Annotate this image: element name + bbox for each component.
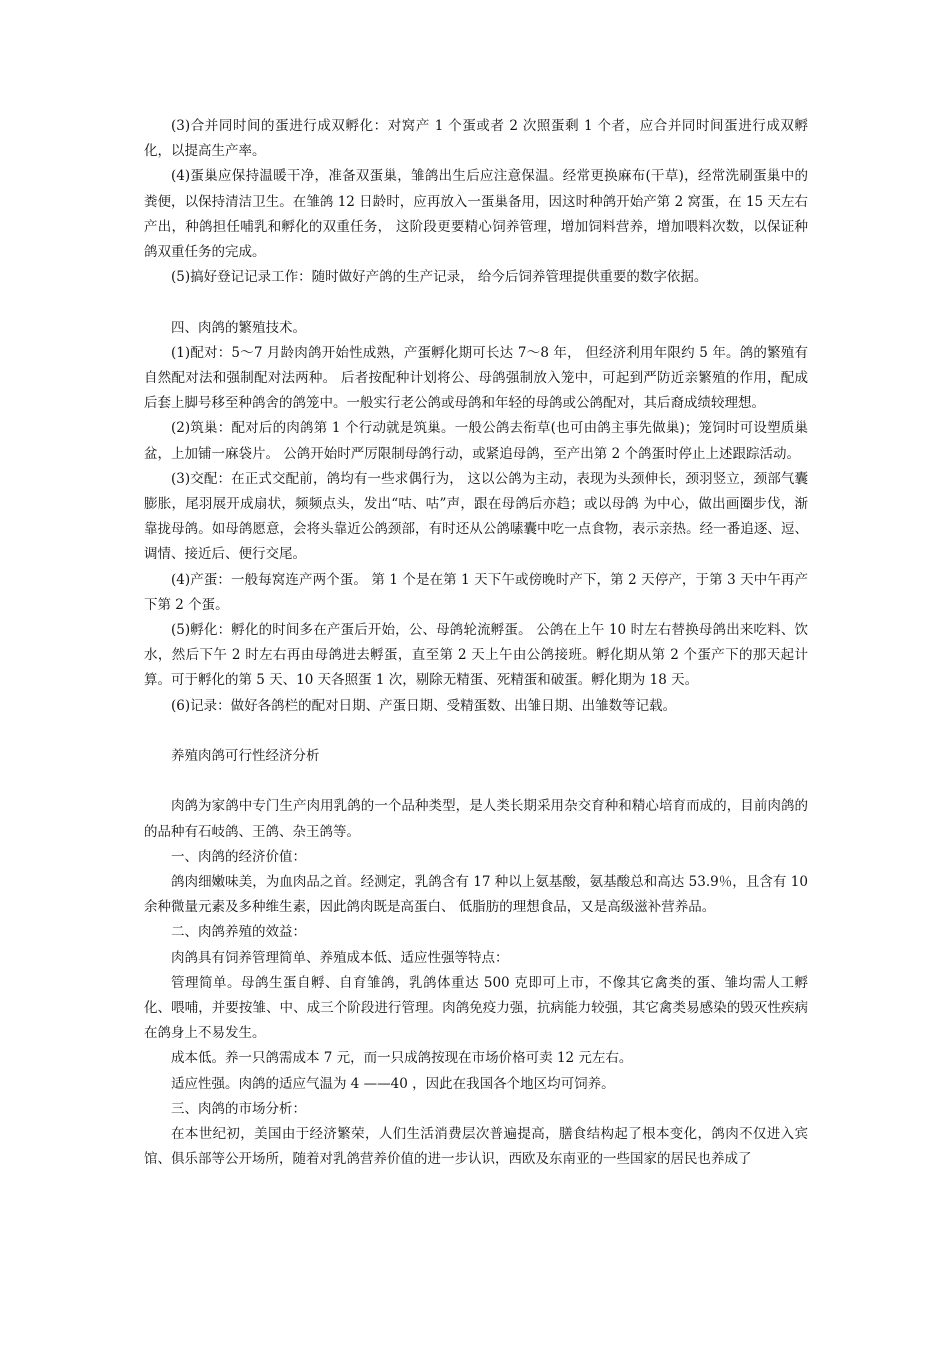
paragraph-nest-hygiene: (4)蛋巢应保持温暖干净，准备双蛋巢，雏鸽出生后应注意保温。经常更换麻布(干草)，经常洗刷蛋巢中的粪便，以保持清洁卫生。在雏鸽 12 日龄时，应再放入一蛋巢备用，因这时种鸽开始产第 2 窝蛋，在 15 天左右产出，种鸽担任哺乳和孵化的双重任务， 这阶段更要精心饲养管理，增加饲料营养，增加喂料次数，以保证种鸽双重任务的完成。	[144, 168, 808, 261]
section-heading-economic-value: 一、肉鸽的经济价值：	[171, 848, 306, 865]
paragraph-mating-pairs: (1)配对：5～7 月龄肉鸽开始性成熟，产蛋孵化期可长达 7～8 年， 但经济利用年限约 5 年。鸽的繁殖有自然配对法和强制配对法两种。 后者按配种计划将公、母鸽强制放入笼中，可起到严防近亲繁殖的作用，配成后套上脚号移至种鸽舍的鸽笼中。一般实行老公鸽或母鸽和年轻的母鸽或公鸽配对，其后裔成绩较理想。	[144, 344, 808, 412]
article-title-feasibility: 养殖肉鸽可行性经济分析	[171, 748, 320, 765]
paragraph-intro: 肉鸽为家鸽中专门生产肉用乳鸽的一个品种类型，是人类长期采用杂交育种和精心培育而成的，目前肉鸽的的品种有石岐鸽、王鸽、杂王鸽等。	[144, 798, 808, 840]
paragraph-nest-building: (2)筑巢：配对后的肉鸽第 1 个行动就是筑巢。一般公鸽去衔草(也可由鸽主事先做巢)；笼饲时可设塑质巢盆，上加铺一麻袋片。 公鸽开始时严厉限制母鸽行动，或紧追母鸽，至产出第 2 个鸽蛋时停止上述跟踪活动。	[144, 420, 808, 462]
section-heading-benefits: 二、肉鸽养殖的效益：	[171, 924, 306, 941]
document-page	[144, 114, 808, 1172]
paragraph-market-analysis: 在本世纪初，美国由于经济繁荣，人们生活消费层次普遍提高，膳食结构起了根本变化，鸽肉不仅进入宾馆、俱乐部等公开场所，随着对乳鸽营养价值的进一步认识，西欧及东南亚的一些国家的居民也养成了	[144, 1126, 808, 1168]
paragraph-low-cost: 成本低。养一只鸽需成本 7 元，而一只成鸽按现在市场价格可卖 12 元左右。	[171, 1050, 633, 1067]
paragraph-nutrition: 鸽肉细嫩味美，为血肉品之首。经测定，乳鸽含有 17 种以上氨基酸，氨基酸总和高达 53.9％，且含有 10 余种微量元素及多种维生素，因此鸽肉既是高蛋白、 低脂肪的理想食品，又是高级滋补营养品。	[144, 874, 808, 916]
paragraph-egg-laying: (4)产蛋：一般每窝连产两个蛋。 第 1 个是在第 1 天下午或傍晚时产下，第 2 天停产，于第 3 天中午再产下第 2 个蛋。	[144, 571, 808, 613]
paragraph-records: (6)记录：做好各鸽栏的配对日期、产蛋日期、受精蛋数、出雏日期、出雏数等记载。	[171, 697, 677, 714]
section-heading-breeding: 四、肉鸽的繁殖技术。	[171, 319, 306, 336]
paragraph-simple-management: 管理简单。母鸽生蛋自孵、自育雏鸽，乳鸽体重达 500 克即可上市，不像其它禽类的蛋、雏均需人工孵化、喂哺，并要按雏、中、成三个阶段进行管理。肉鸽免疫力强，抗病能力较强，其它禽类易感染的毁灭性疾病在鸽身上不易发生。	[144, 974, 808, 1042]
paragraph-egg-pairing: (3)合并同时间的蛋进行成双孵化：对窝产 1 个蛋或者 2 次照蛋剩 1 个者，应合并同时间蛋进行成双孵化，以提高生产率。	[144, 118, 808, 160]
paragraph-incubation: (5)孵化：孵化的时间多在产蛋后开始，公、母鸽轮流孵蛋。 公鸽在上午 10 时左右替换母鸽出来吃料、饮水，然后下午 2 时左右再由母鸽进去孵蛋，直至第 2 天上午由公鸽接班。孵化期从第 2 个蛋产下的那天起计算。可于孵化的第 5 天、10 天各照蛋 1 次，剔除无精蛋、死精蛋和破蛋。孵化期为 18 天。	[144, 622, 808, 689]
blank-line	[144, 719, 808, 744]
blank-line	[144, 290, 808, 315]
blank-line	[144, 769, 808, 794]
paragraph-features: 肉鸽具有饲养管理简单、养殖成本低、适应性强等特点：	[171, 949, 509, 966]
paragraph-adaptability: 适应性强。肉鸽的适应气温为 4 ——40 ，因此在我国各个地区均可饲养。	[171, 1075, 615, 1092]
section-heading-market: 三、肉鸽的市场分析：	[171, 1100, 306, 1117]
paragraph-record-keeping: (5)搞好登记记录工作：随时做好产鸽的生产记录， 给今后饲养管理提供重要的数字依据。	[171, 269, 708, 286]
paragraph-courtship: (3)交配：在正式交配前，鸽均有一些求偶行为， 这以公鸽为主动，表现为头颈伸长，颈羽竖立，颈部气囊膨胀，尾羽展开成扇状，频频点头，发出“咕、咕”声，跟在母鸽后亦趋；或以母鸽 为中心，做出画圈步伐，渐靠拢母鸽。如母鸽愿意，会将头靠近公鸽颈部，有时还从公鸽嗉囊中吃一点食物，表示亲热。经一番追逐、逗、调情、接近后、便行交尾。	[144, 470, 808, 563]
